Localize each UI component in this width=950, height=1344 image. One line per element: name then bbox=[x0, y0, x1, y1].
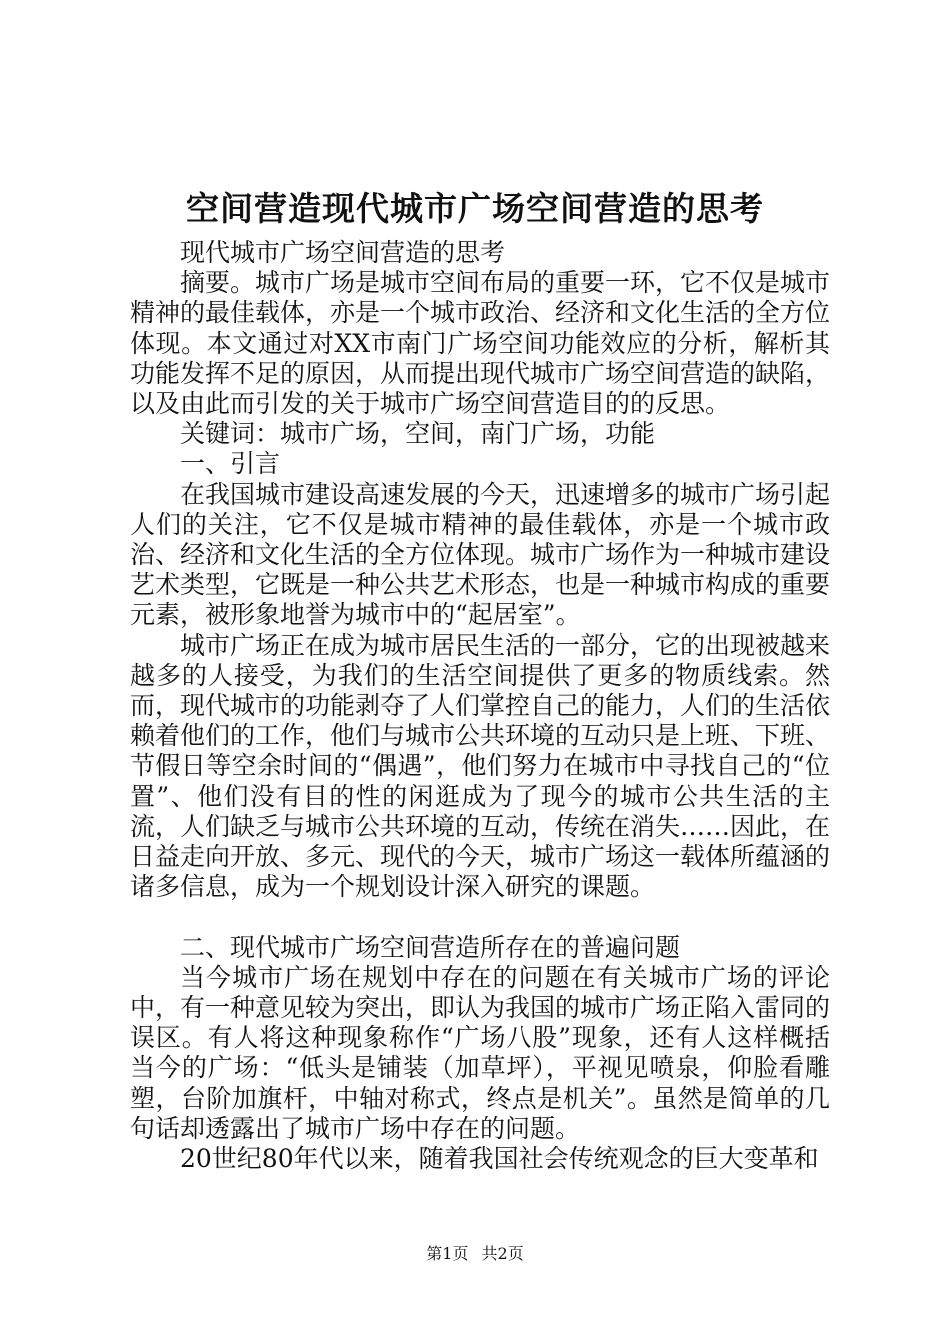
page-number: 第1页 bbox=[426, 1244, 469, 1263]
section-heading-problems: 二、现代城市广场空间营造所存在的普遍问题 bbox=[180, 932, 681, 962]
page-footer bbox=[0, 1244, 950, 1264]
document-body bbox=[130, 238, 830, 1174]
section-heading-introduction: 一、引言 bbox=[180, 449, 281, 479]
abstract-paragraph: 摘要。城市广场是城市空间布局的重要一环，它不仅是城市精神的最佳载体，亦是一个城市政治、经济和文化生活的全方位体现。本文通过对XX市南门广场空间功能效应的分析，解析其功能发挥不足的原因，从而提出现代城市广场空间营造的缺陷，以及由此而引发的关于城市广场空间营造目的的反思。 bbox=[130, 268, 831, 419]
page-total: 共2页 bbox=[481, 1244, 524, 1263]
body-paragraph: 在我国城市建设高速发展的今天，迅速增多的城市广场引起人们的关注，它不仅是城市精神的最佳载体，亦是一个城市政治、经济和文化生活的全方位体现。城市广场作为一种城市建设艺术类型，它既是一种公共艺术形态，也是一种城市构成的重要元素，被形象地誉为城市中的“起居室”。 bbox=[130, 479, 831, 630]
body-paragraph: 当今城市广场在规划中存在的问题在有关城市广场的评论中，有一种意见较为突出，即认为我国的城市广场正陷入雷同的误区。有人将这种现象称作“广场八股”现象，还有人这样概括当今的广场：“低头是铺装（加草坪），平视见喷泉，仰脸看雕塑，台阶加旗杆，中轴对称式，终点是机关”。虽然是简单的几句话却透露出了城市广场中存在的问题。 bbox=[130, 962, 831, 1143]
keywords-paragraph: 关键词：城市广场，空间，南门广场，功能 bbox=[180, 419, 656, 449]
blank-line bbox=[130, 902, 830, 932]
document-title: 空间营造现代城市广场空间营造的思考 bbox=[186, 189, 764, 228]
body-paragraph: 20世纪80年代以来，随着我国社会传统观念的巨大变革和 bbox=[180, 1144, 819, 1174]
body-paragraph: 城市广场正在成为城市居民生活的一部分，它的出现被越来越多的人接受，为我们的生活空间提供了更多的物质线索。然而，现代城市的功能剥夺了人们掌控自己的能力，人们的生活依赖着他们的工作，他们与城市公共环境的互动只是上班、下班、节假日等空余时间的“偶遇”，他们努力在城市中寻找自己的“位置”、他们没有目的性的闲逛成为了现今的城市公共生活的主流，人们缺乏与城市公共环境的互动，传统在消失……因此，在日益走向开放、多元、现代的今天，城市广场这一载体所蕴涵的诸多信息，成为一个规划设计深入研究的课题。 bbox=[130, 630, 831, 902]
subtitle-paragraph: 现代城市广场空间营造的思考 bbox=[180, 238, 506, 267]
